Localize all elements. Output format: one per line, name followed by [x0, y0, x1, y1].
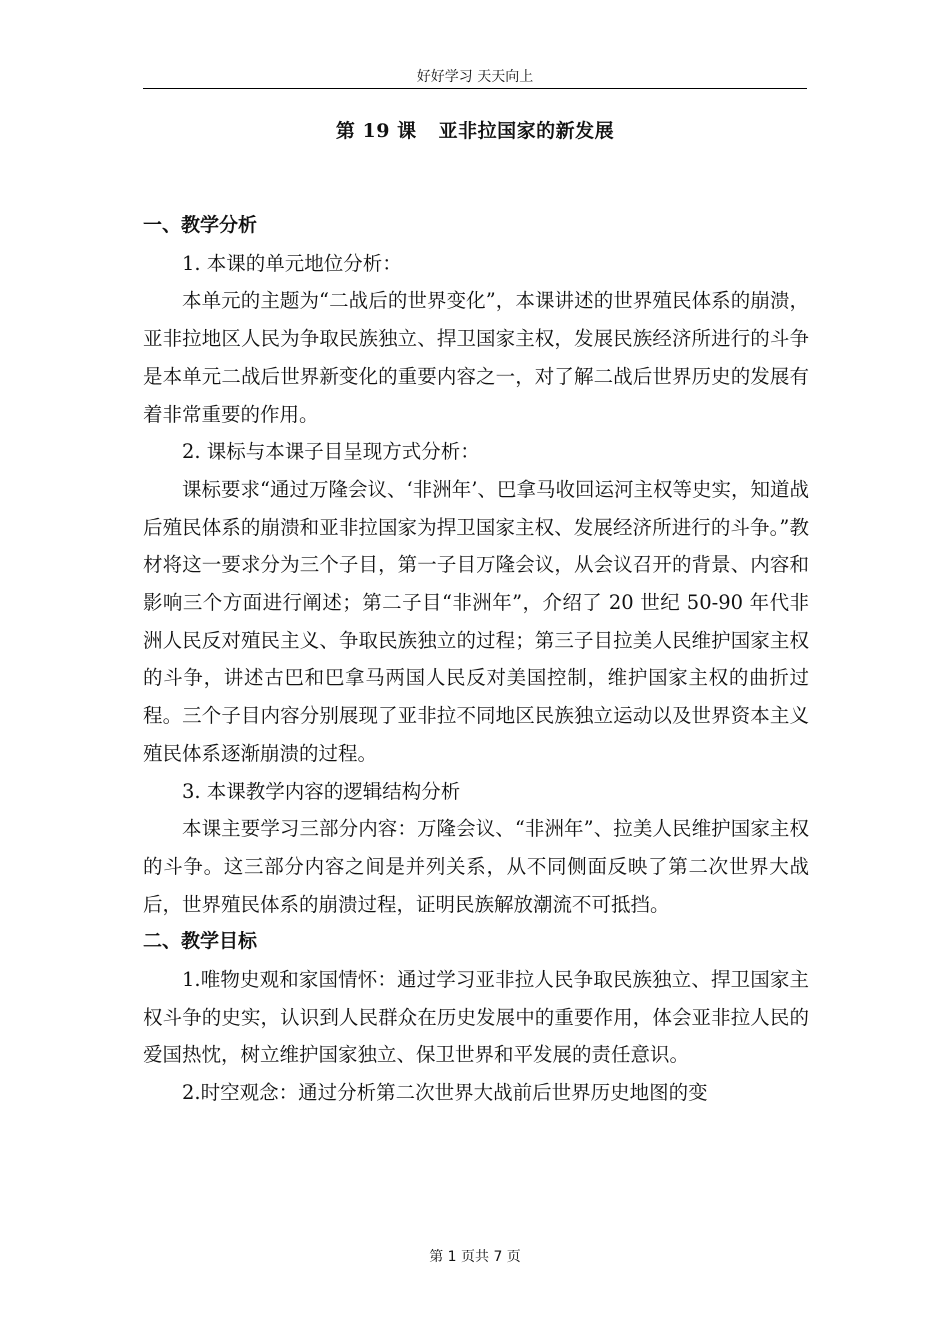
subheading-curriculum: 2. 课标与本课子目呈现方式分析： — [182, 440, 480, 464]
page-header: 好好学习 天天向上 — [416, 69, 534, 85]
subheading-logic-structure: 3. 本课教学内容的逻辑结构分析 — [182, 779, 461, 803]
document-body — [143, 207, 809, 1112]
paragraph-logic-structure: 本课主要学习三部分内容：万隆会议、“非洲年”、拉美人民维护国家主权的斗争。这三部分内容之间是并列关系，从不同侧面反映了第二次世界大战后，世界殖民体系的崩溃过程，证明民族解放潮流不可抵挡。 — [143, 817, 809, 916]
section-heading-goals: 二、教学目标 — [143, 930, 258, 953]
section-heading-analysis: 一、教学分析 — [143, 214, 258, 236]
page-footer: 第 1 页共 7 页 — [429, 1249, 521, 1265]
header-divider — [143, 88, 807, 89]
goal-item-1: 1.唯物史观和家国情怀：通过学习亚非拉人民争取民族独立、捍卫国家主权斗争的史实，认识到人民群众在历史发展中的重要作用，体会亚非拉人民的爱国热忱，树立维护国家独立、保卫世界和平发展的责任意识。 — [143, 968, 809, 1067]
paragraph-curriculum: 课标要求“通过万隆会议、‘非洲年’、巴拿马收回运河主权等史实，知道战后殖民体系的崩溃和亚非拉国家为捍卫国家主权、发展经济所进行的斗争。”教材将这一要求分为三个子目，第一子目万隆会议，从会议召开的背景、内容和影响三个方面进行阐述；第二子目“非洲年”，介绍了 20 世纪 50-90 年代非洲人民反对殖民主义、争取民族独立的过程；第三子目拉美人民维护国家主权的斗争，讲述古巴和巴拿马两国人民反对美国控制，维护国家主权的曲折过程。三个子目内容分别展现了亚非拉不同地区民族独立运动以及世界资本主义殖民体系逐渐崩溃的过程。 — [143, 477, 809, 765]
lesson-name: 亚非拉国家的新发展 — [438, 120, 615, 142]
subheading-unit-position: 1. 本课的单元地位分析： — [182, 251, 402, 275]
goal-item-2: 2.时空观念：通过分析第二次世界大战前后世界历史地图的变 — [182, 1081, 708, 1105]
paragraph-unit-position: 本单元的主题为“二战后的世界变化”，本课讲述的世界殖民体系的崩溃，亚非拉地区人民为争取民族独立、捍卫国家主权，发展民族经济所进行的斗争是本单元二战后世界新变化的重要内容之一，对了解二战后世界历史的发展有着非常重要的作用。 — [143, 289, 809, 426]
lesson-title — [143, 117, 807, 145]
lesson-label: 第 19 课 — [335, 120, 417, 142]
